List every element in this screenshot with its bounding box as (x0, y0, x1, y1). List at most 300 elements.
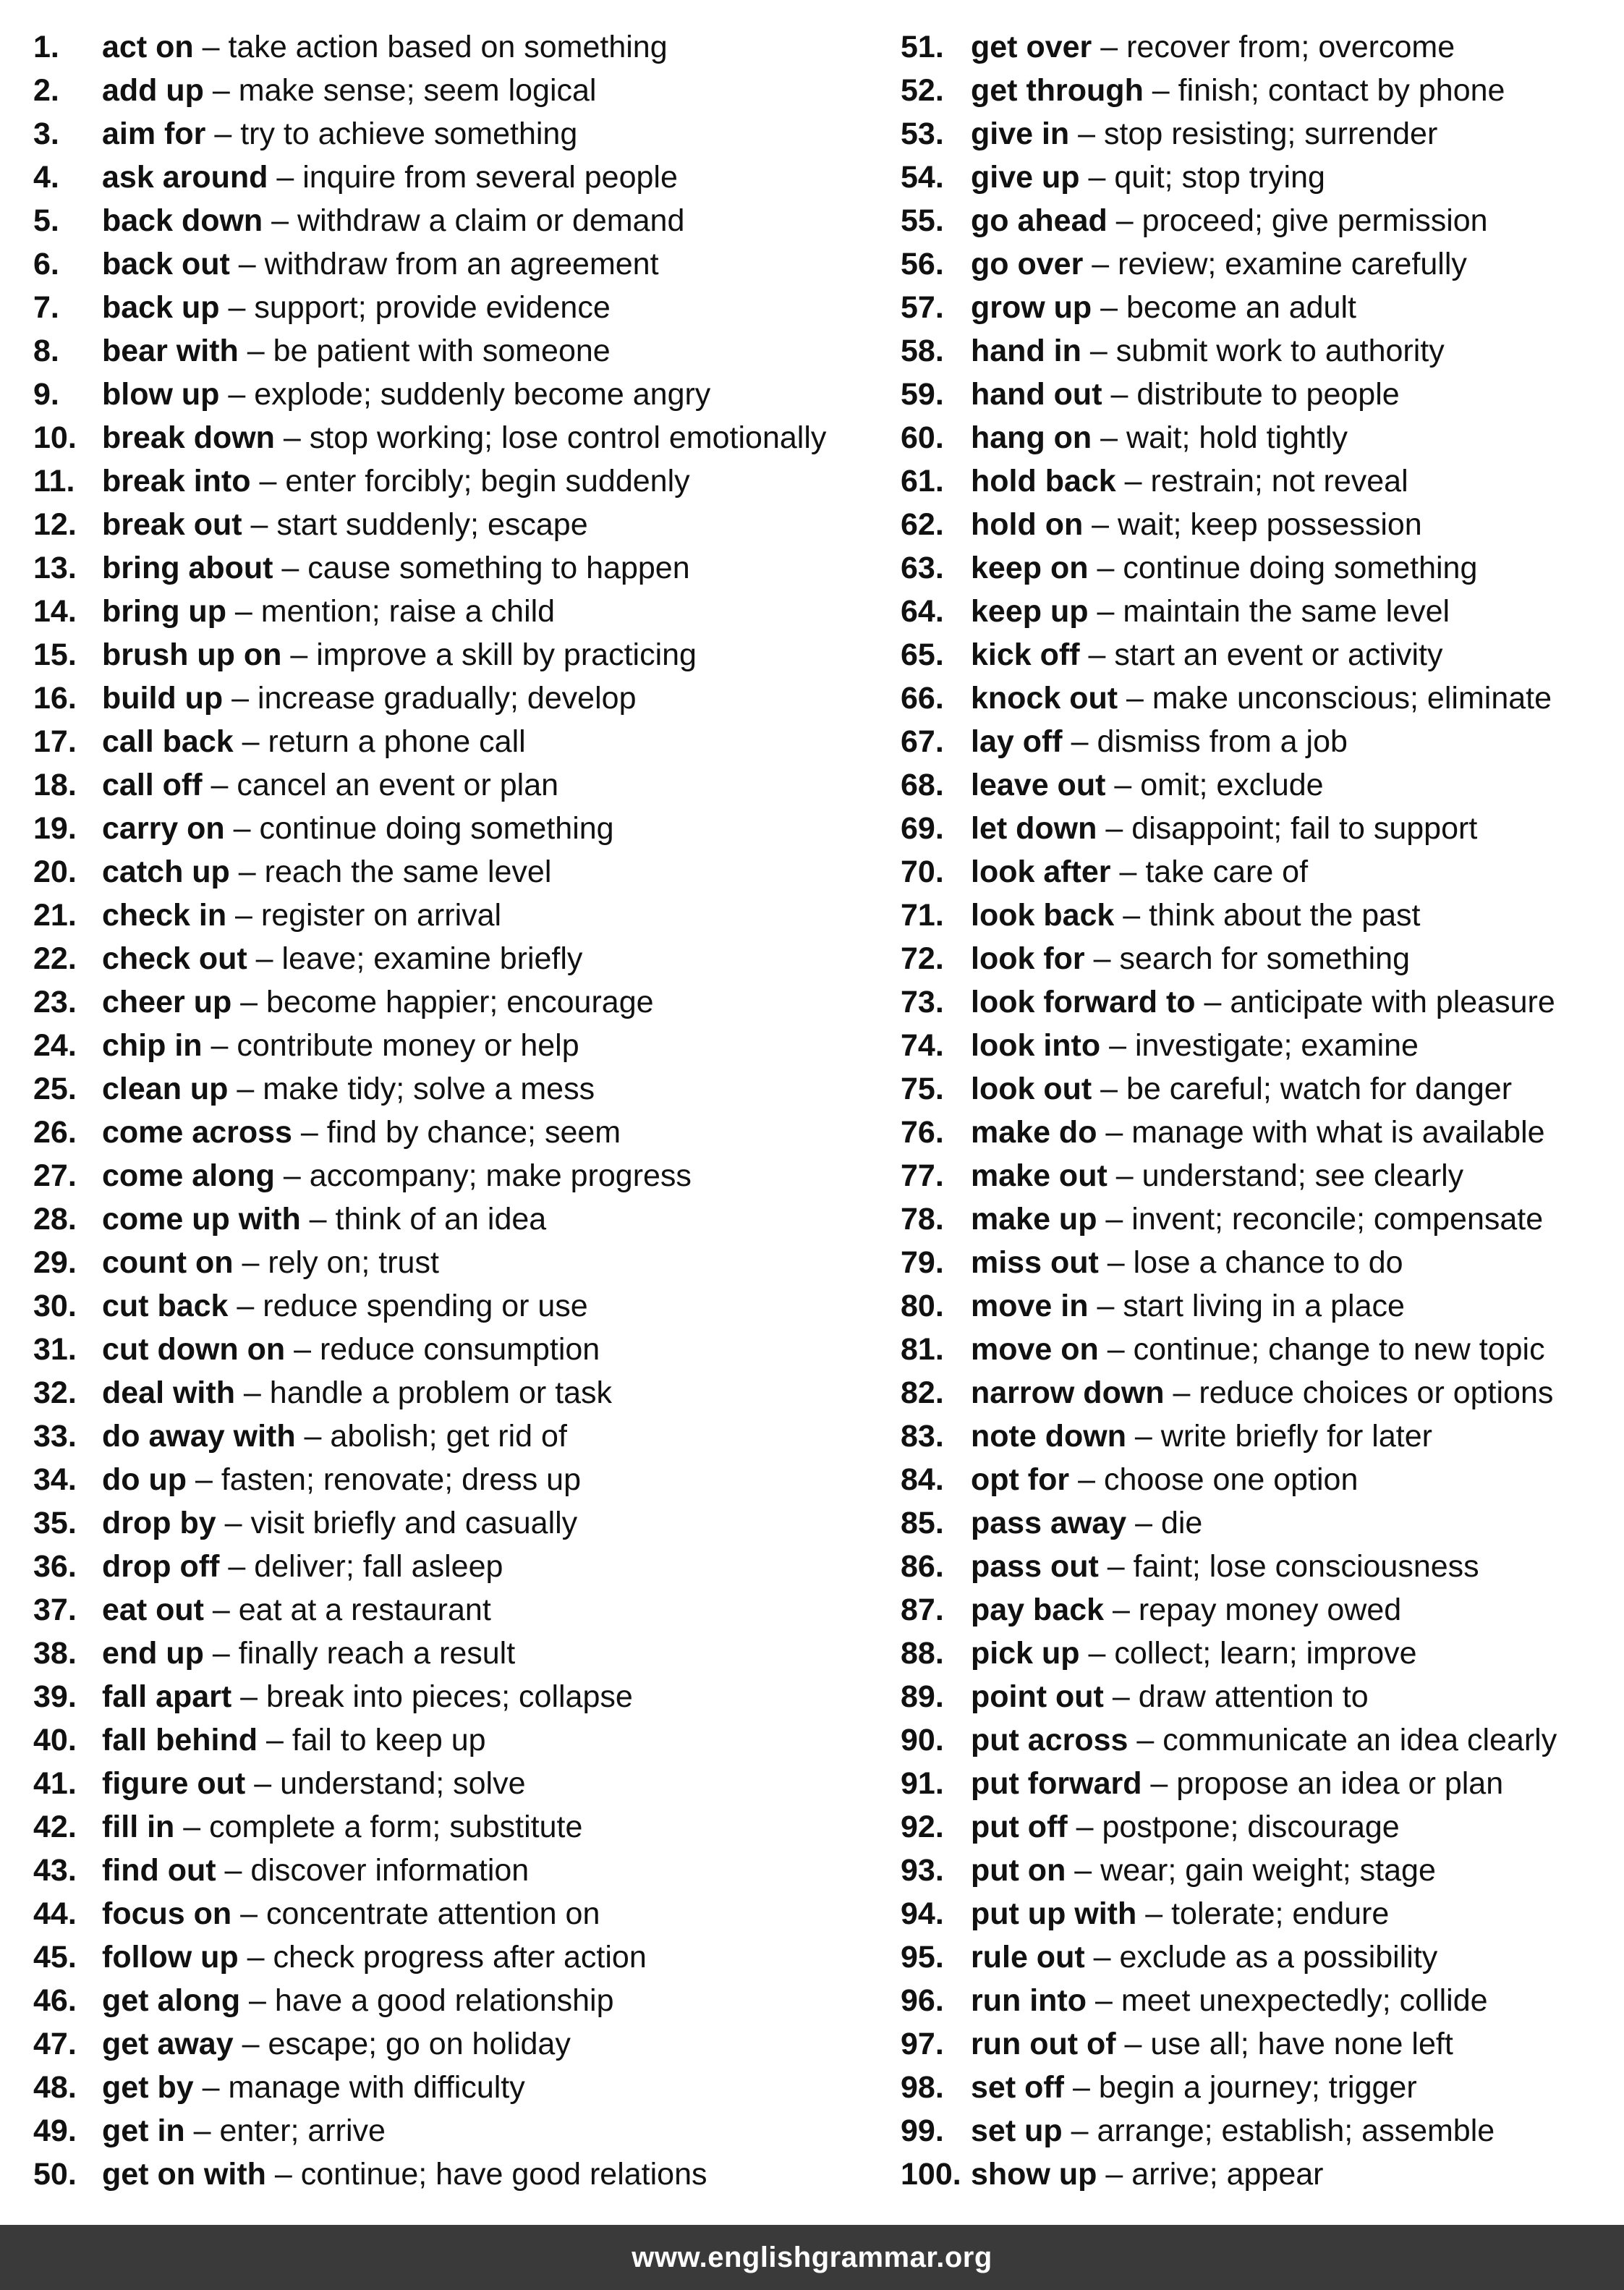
list-item (901, 673, 1624, 716)
item-number: 20. (33, 854, 77, 889)
dash-separator: – (1087, 1983, 1121, 2018)
dash-separator: – (1110, 854, 1146, 889)
phrasal-verb-term: look after (971, 854, 1111, 889)
list-item (33, 1194, 872, 1237)
definition-text: omit; exclude (1140, 768, 1324, 802)
dash-separator: – (1097, 1115, 1132, 1150)
definition-text: invent; reconcile; compensate (1131, 1202, 1544, 1237)
item-number: 74. (901, 1028, 944, 1063)
list-item (33, 1064, 872, 1107)
list-item (901, 1758, 1624, 1802)
phrasal-verb-term: make do (971, 1115, 1097, 1150)
dash-separator: – (1097, 1202, 1132, 1237)
item-number: 86. (901, 1549, 944, 1584)
list-column-right (901, 22, 1624, 2192)
item-number: 9. (33, 377, 59, 412)
phrasal-verb-term: make out (971, 1158, 1108, 1193)
list-item (901, 1281, 1624, 1324)
phrasal-verb-term: kick off (971, 637, 1080, 672)
dash-separator: – (202, 1028, 237, 1063)
dash-separator: – (1105, 768, 1141, 802)
item-number: 100. (901, 2157, 961, 2192)
definition-text: start living in a place (1123, 1289, 1405, 1323)
list-item (901, 1975, 1624, 2019)
definition-text: withdraw a claim or demand (297, 203, 685, 238)
list-item (33, 760, 872, 803)
dash-separator: – (274, 1158, 310, 1193)
phrasal-verb-term: go ahead (971, 203, 1108, 238)
definition-text: increase gradually; develop (257, 681, 637, 716)
dash-separator: – (1195, 985, 1230, 1019)
footer-url[interactable]: www.englishgrammar.org (632, 2241, 992, 2273)
item-body (971, 2149, 1324, 2200)
item-number: 28. (33, 1202, 77, 1237)
definition-text: fasten; renovate; dress up (221, 1462, 582, 1497)
list-item (901, 933, 1624, 977)
list-item (33, 369, 872, 412)
list-item (901, 456, 1624, 499)
definition-text: break into pieces; collapse (266, 1679, 633, 1714)
phrasal-verb-term: come across (102, 1115, 292, 1150)
list-item (33, 1454, 872, 1498)
item-number: 87. (901, 1593, 944, 1627)
item-number: 31. (33, 1332, 77, 1367)
item-number: 77. (901, 1158, 944, 1193)
definition-text: submit work to authority (1115, 334, 1445, 368)
definition-text: communicate an idea clearly (1162, 1723, 1557, 1757)
phrasal-verb-term: bring up (102, 594, 226, 629)
item-number: 18. (33, 768, 77, 802)
phrasal-verb-term: hold on (971, 507, 1084, 542)
item-number: 6. (33, 247, 59, 281)
phrasal-verb-term: hand out (971, 377, 1102, 412)
dash-separator: – (1066, 1853, 1101, 1888)
phrasal-verb-term: get on with (102, 2157, 266, 2192)
item-number: 16. (33, 681, 77, 716)
dash-separator: – (258, 1723, 292, 1757)
phrasal-verb-term: call back (102, 724, 234, 759)
phrasal-verb-term: look into (971, 1028, 1101, 1063)
item-number: 94. (901, 1896, 944, 1931)
list-item (33, 1715, 872, 1758)
item-number: 53. (901, 116, 944, 151)
definition-text: take action based on something (228, 30, 668, 64)
phrasal-verb-term: show up (971, 2157, 1097, 2192)
phrasal-verb-term: blow up (102, 377, 220, 412)
definition-text: contribute money or help (237, 1028, 579, 1063)
item-body (102, 2149, 707, 2200)
dash-separator: – (233, 2027, 268, 2061)
phrasal-verb-term: back down (102, 203, 263, 238)
dash-separator: – (231, 1896, 266, 1931)
item-number: 40. (33, 1723, 77, 1757)
item-number: 89. (901, 1679, 944, 1714)
dash-separator: – (281, 637, 317, 672)
dash-separator: – (219, 377, 255, 412)
definition-text: escape; go on holiday (268, 2027, 571, 2061)
definition-text: explode; suddenly become angry (254, 377, 711, 412)
definition-text: tolerate; endure (1171, 1896, 1390, 1931)
list-item (33, 65, 872, 109)
dash-separator: – (1097, 811, 1132, 846)
item-number: 73. (901, 985, 944, 1019)
definition-text: inquire from several people (302, 160, 678, 195)
definition-text: enter forcibly; begin suddenly (285, 464, 690, 499)
phrasal-verb-term: run out of (971, 2027, 1116, 2061)
phrasal-verb-term: give up (971, 160, 1080, 195)
item-number: 25. (33, 1072, 77, 1106)
item-number: 51. (901, 30, 944, 64)
list-item (901, 1888, 1624, 1932)
dash-separator: – (228, 1289, 263, 1323)
list-item (901, 1324, 1624, 1367)
definition-text: proceed; give permission (1142, 203, 1488, 238)
phrasal-verb-term: knock out (971, 681, 1118, 716)
item-number: 83. (901, 1419, 944, 1454)
list-item (33, 1411, 872, 1454)
definition-text: maintain the same level (1123, 594, 1450, 629)
definition-text: be patient with someone (273, 334, 611, 368)
list-item (901, 716, 1624, 760)
definition-text: eat at a restaurant (238, 1593, 491, 1627)
definition-text: become happier; encourage (266, 985, 654, 1019)
dash-separator: – (1079, 1636, 1115, 1671)
phrasal-verb-term: break out (102, 507, 242, 542)
item-number: 68. (901, 768, 944, 802)
dash-separator: – (1079, 637, 1115, 672)
definition-text: continue doing something (259, 811, 614, 846)
definition-text: investigate; examine (1134, 1028, 1419, 1063)
list-item (33, 1628, 872, 1671)
phrasal-verb-term: move in (971, 1289, 1089, 1323)
phrasal-verb-term: miss out (971, 1245, 1099, 1280)
dash-separator: – (233, 724, 268, 759)
item-number: 61. (901, 464, 944, 499)
definition-text: stop resisting; surrender (1104, 116, 1438, 151)
item-number: 48. (33, 2070, 77, 2105)
item-number: 52. (901, 73, 944, 108)
definition-text: make unconscious; eliminate (1152, 681, 1552, 716)
definition-text: die (1160, 1506, 1203, 1540)
dash-separator: – (1097, 2157, 1132, 2192)
item-number: 72. (901, 941, 944, 976)
phrasal-verb-term: eat out (102, 1593, 204, 1627)
definition-text: understand; see clearly (1142, 1158, 1464, 1193)
dash-separator: – (1128, 1723, 1163, 1757)
dash-separator: – (1115, 464, 1151, 499)
phrasal-verb-term: check out (102, 941, 247, 976)
dash-separator: – (1064, 2070, 1099, 2105)
list-item (901, 890, 1624, 933)
definition-text: wait; hold tightly (1126, 420, 1348, 455)
phrasal-verb-term: focus on (102, 1896, 232, 1931)
phrasal-verb-term: build up (102, 681, 224, 716)
phrasal-verb-term: bear with (102, 334, 239, 368)
dash-separator: – (240, 1983, 275, 2018)
dash-separator: – (1107, 1158, 1142, 1193)
list-item (901, 803, 1624, 847)
phrasal-verb-term: put across (971, 1723, 1128, 1757)
dash-separator: – (1098, 1245, 1134, 1280)
item-number: 54. (901, 160, 944, 195)
definition-text: arrange; establish; assemble (1097, 2113, 1495, 2148)
definition-text: reduce consumption (319, 1332, 600, 1367)
dash-separator: – (229, 854, 265, 889)
definition-text: take care of (1145, 854, 1309, 889)
list-item (901, 1802, 1624, 1845)
definition-text: start an event or activity (1114, 637, 1443, 672)
dash-separator: – (292, 1115, 327, 1150)
item-number: 30. (33, 1289, 77, 1323)
dash-separator: – (1100, 1028, 1135, 1063)
item-number: 24. (33, 1028, 77, 1063)
definition-text: leave; examine briefly (281, 941, 583, 976)
item-number: 60. (901, 420, 944, 455)
phrasal-verb-term: clean up (102, 1072, 229, 1106)
definition-text: improve a skill by practicing (316, 637, 697, 672)
phrasal-verb-term: fill in (102, 1810, 175, 1844)
list-item (901, 1541, 1624, 1585)
item-number: 39. (33, 1679, 77, 1714)
phrasal-verb-term: put on (971, 1853, 1066, 1888)
dash-separator: – (265, 2157, 301, 2192)
list-item (901, 1498, 1624, 1541)
item-number: 76. (901, 1115, 944, 1150)
list-item (901, 1107, 1624, 1150)
list-item (901, 1845, 1624, 1888)
dash-separator: – (228, 1072, 263, 1106)
item-number: 59. (901, 377, 944, 412)
dash-separator: – (202, 768, 237, 802)
item-number: 41. (33, 1766, 77, 1801)
dash-separator: – (1115, 2027, 1151, 2061)
list-item (901, 1628, 1624, 1671)
list-item (901, 152, 1624, 195)
list-item (901, 586, 1624, 629)
phrasal-verb-term: pass out (971, 1549, 1099, 1584)
list-item (33, 1932, 872, 1975)
list-item (901, 109, 1624, 152)
list-item (33, 412, 872, 456)
phrasal-verb-term: get in (102, 2113, 185, 2148)
list-item (901, 1671, 1624, 1715)
dash-separator: – (300, 1202, 336, 1237)
list-item (33, 1324, 872, 1367)
list-item (33, 1020, 872, 1064)
dash-separator: – (1079, 160, 1115, 195)
phrasal-verb-term: look out (971, 1072, 1092, 1106)
list-item (901, 22, 1624, 65)
list-item (901, 2149, 1624, 2192)
dash-separator: – (203, 1593, 239, 1627)
item-number: 67. (901, 724, 944, 759)
definition-text: propose an idea or plan (1176, 1766, 1504, 1801)
phrasal-verb-term: check in (102, 898, 227, 933)
list-item (33, 629, 872, 673)
item-number: 88. (901, 1636, 944, 1671)
phrasal-verb-term: hand in (971, 334, 1081, 368)
definition-text: exclude as a possibility (1119, 1940, 1438, 1975)
phrasal-verb-term: bring about (102, 551, 273, 585)
item-number: 92. (901, 1810, 944, 1844)
phrasal-verb-term: hold back (971, 464, 1116, 499)
dash-separator: – (1069, 1462, 1104, 1497)
item-number: 47. (33, 2027, 77, 2061)
definition-text: enter; arrive (219, 2113, 386, 2148)
definition-text: review; examine carefully (1118, 247, 1467, 281)
item-number: 80. (901, 1289, 944, 1323)
definition-text: finish; contact by phone (1178, 73, 1505, 108)
dash-separator: – (1098, 1332, 1134, 1367)
phrasal-verb-term: deal with (102, 1375, 235, 1410)
dash-separator: – (1067, 1810, 1102, 1844)
phrasal-verb-term: catch up (102, 854, 230, 889)
dash-separator: – (1104, 1593, 1139, 1627)
definition-text: choose one option (1103, 1462, 1359, 1497)
list-item (33, 890, 872, 933)
item-number: 71. (901, 898, 944, 933)
item-number: 46. (33, 1983, 77, 2018)
definition-text: collect; learn; improve (1114, 1636, 1417, 1671)
list-item (901, 1064, 1624, 1107)
definition-text: discover information (250, 1853, 530, 1888)
item-number: 65. (901, 637, 944, 672)
list-item (901, 1150, 1624, 1194)
phrasal-verb-term: let down (971, 811, 1097, 846)
definition-text: postpone; discourage (1102, 1810, 1400, 1844)
item-number: 34. (33, 1462, 77, 1497)
dash-separator: – (268, 160, 303, 195)
phrasal-verb-term: drop off (102, 1549, 220, 1584)
definition-text: accompany; make progress (309, 1158, 692, 1193)
item-number: 32. (33, 1375, 77, 1410)
dash-separator: – (1084, 941, 1120, 976)
list-item (33, 195, 872, 239)
phrasal-verb-term: call off (102, 768, 203, 802)
definition-text: disappoint; fail to support (1131, 811, 1478, 846)
definition-text: try to achieve something (240, 116, 578, 151)
phrasal-verb-term: put up with (971, 1896, 1137, 1931)
item-number: 10. (33, 420, 77, 455)
definition-text: continue; have good relations (300, 2157, 707, 2192)
definition-text: mention; raise a child (260, 594, 556, 629)
item-number: 78. (901, 1202, 944, 1237)
item-number: 13. (33, 551, 77, 585)
list-item (901, 2019, 1624, 2062)
dash-separator: – (1062, 724, 1097, 759)
dash-separator: – (1098, 1549, 1134, 1584)
item-number: 99. (901, 2113, 944, 2148)
item-number: 27. (33, 1158, 77, 1193)
phrasal-verb-term: hang on (971, 420, 1092, 455)
list-item (33, 1281, 872, 1324)
dash-separator: – (1092, 30, 1127, 64)
definition-text: concentrate attention on (265, 1896, 600, 1931)
dash-separator: – (274, 420, 310, 455)
definition-text: be careful; watch for danger (1126, 1072, 1513, 1106)
item-number: 29. (33, 1245, 77, 1280)
dash-separator: – (1083, 247, 1118, 281)
phrasal-verb-term: get through (971, 73, 1144, 108)
item-number: 26. (33, 1115, 77, 1150)
phrasal-verb-term: look back (971, 898, 1115, 933)
definition-text: manage with difficulty (228, 2070, 525, 2105)
phrasal-verb-term: narrow down (971, 1375, 1165, 1410)
list-item (33, 1888, 872, 1932)
item-number: 14. (33, 594, 77, 629)
phrasal-verb-term: come along (102, 1158, 275, 1193)
item-number: 5. (33, 203, 59, 238)
phrasal-verb-term: grow up (971, 290, 1092, 325)
phrasal-verb-term: look forward to (971, 985, 1196, 1019)
definition-text: stop working; lose control emotionally (309, 420, 827, 455)
definition-text: make tidy; solve a mess (263, 1072, 595, 1106)
phrasal-verb-term: do up (102, 1462, 187, 1497)
dash-separator: – (273, 551, 308, 585)
item-number: 22. (33, 941, 77, 976)
item-number: 96. (901, 1983, 944, 2018)
item-number: 75. (901, 1072, 944, 1106)
dash-separator: – (1143, 73, 1178, 108)
list-item (33, 1585, 872, 1628)
list-item (901, 499, 1624, 543)
dash-separator: – (1083, 507, 1118, 542)
phrasal-verb-term: figure out (102, 1766, 246, 1801)
phrasal-verb-term: drop by (102, 1506, 216, 1540)
phrasal-verb-term: keep on (971, 551, 1089, 585)
phrasal-verb-term: cut back (102, 1289, 229, 1323)
definition-text: check progress after action (273, 1940, 647, 1975)
phrasal-verb-term: end up (102, 1636, 204, 1671)
definition-text: lose a chance to do (1133, 1245, 1403, 1280)
phrasal-verb-term: rule out (971, 1940, 1085, 1975)
item-number: 62. (901, 507, 944, 542)
definition-text: repay money owed (1138, 1593, 1402, 1627)
phrasal-verb-term: break into (102, 464, 251, 499)
definition-text: faint; lose consciousness (1133, 1549, 1479, 1584)
list-item (33, 1671, 872, 1715)
list-item (33, 1150, 872, 1194)
definition-text: use all; have none left (1150, 2027, 1453, 2061)
item-number: 17. (33, 724, 77, 759)
dash-separator: – (1107, 203, 1142, 238)
list-item (33, 673, 872, 716)
item-number: 50. (33, 2157, 77, 2192)
phrasal-verb-term: find out (102, 1853, 216, 1888)
phrasal-verb-term: pick up (971, 1636, 1080, 1671)
list-item (33, 109, 872, 152)
list-item (33, 1802, 872, 1845)
definition-text: manage with what is available (1131, 1115, 1545, 1150)
list-item (901, 2105, 1624, 2149)
definition-text: continue doing something (1123, 551, 1478, 585)
dash-separator: – (1088, 1289, 1123, 1323)
phrasal-verb-term: leave out (971, 768, 1106, 802)
list-item (33, 1975, 872, 2019)
definition-text: wear; gain weight; stage (1100, 1853, 1436, 1888)
phrasal-verb-term: cheer up (102, 985, 232, 1019)
definition-text: finally reach a result (238, 1636, 516, 1671)
dash-separator: – (1126, 1419, 1161, 1454)
dash-separator: – (1062, 2113, 1097, 2148)
list-item (33, 1758, 872, 1802)
list-item (33, 282, 872, 326)
definition-text: restrain; not reveal (1150, 464, 1408, 499)
item-number: 12. (33, 507, 77, 542)
item-number: 98. (901, 2070, 944, 2105)
dash-separator: – (1088, 594, 1123, 629)
item-number: 4. (33, 160, 59, 195)
